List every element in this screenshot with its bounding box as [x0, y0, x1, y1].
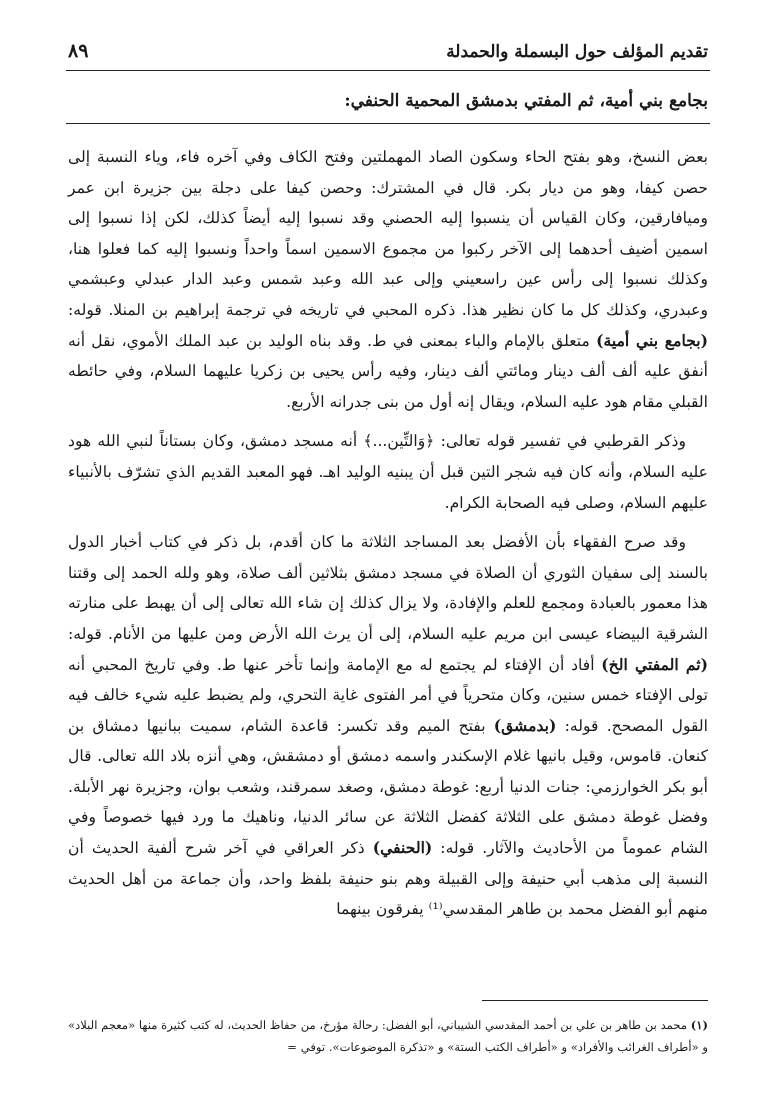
- text-run: أفاد أن الإفتاء لم يجتمع له مع الإمامة وإنما تأخر عنها ط. وفي تاريخ المحبي أنه تولى الإفتاء خمس سنين، وكان متحرياً في أمر الفتوى غاية التحري، ولم يضبط عليه شيء خالف فيه القول المصحح. قوله:: [68, 655, 708, 735]
- text-run: ذكر العراقي في آخر شرح ألفية الحديث أن النسبة إلى مذهب أبي حنيفة وإلى القبيلة وهم بنو حنيفة بلفظ واحد، وأن جماعة من أهل الحديث منهم أبو الفضل محمد بن طاهر المقدسي⁽¹⁾ يفرقون بينهما: [68, 839, 708, 919]
- document-page: [66, 40, 710, 1080]
- paragraph: [68, 426, 708, 518]
- paragraph: [68, 527, 708, 925]
- matn-rule: [66, 123, 710, 124]
- bold-lemma: (ثم المفتي الخ): [601, 654, 708, 674]
- bold-lemma: (الحنفي): [372, 838, 433, 858]
- footnote-rule: [482, 1000, 708, 1001]
- bold-lemma: (بجامع بني أمية): [596, 330, 708, 350]
- text-run: متعلق بالإمام والباء بمعنى في ط. وقد بناه الوليد بن عبد الملك الأموي، نقل أنه أنفق عليه ألف ألف دينار ومائتي ألف دينار، وفيه رأس يحيى بن زكريا عليهما السلام، وفي حائطه القبلي مقام هود عليه السلام، ويقال إنه أول من بنى جدرانه الأربع.: [68, 331, 708, 411]
- running-header: [66, 40, 710, 68]
- text-run: وذكر القرطبي في تفسير قوله تعالى: ﴿وَالتِّين...﴾ أنه مسجد دمشق، وكان بستاناً لنبي الله هود عليه السلام، وأنه كان فيه شجر التين قبل أن يبنيه الوليد اهـ. فهو المعبد القديم الذي تشرّف بالأنبياء عليهم السلام، وصلى فيه الصحابة الكرام.: [68, 432, 708, 512]
- header-rule: [66, 70, 710, 71]
- page-number: ٨٩: [68, 40, 89, 62]
- bold-lemma: (بدمشق): [493, 715, 557, 735]
- text-run: بفتح الميم وقد تكسر: قاعدة الشام، سميت ببانيها دمشاق بن كنعان. قاموس، وقيل بانيها غلام الإسكندر واسمه دمشق أو دمشقش، وهي أنزه بلاد الله تعالى. قال أبو بكر الخوارزمي: جنات الدنيا أربع: غوطة دمشق، وصغد سمرقند، وشعب بوان، وجزيرة نهر الأبلة. وفضل غوطة دمشق على الثلاثة كفضل الثلاثة عن سائر الدنيا، وناهيك ما ورد فيها خصوصاً وفي الشام عموماً من الأحاديث والآثار. قوله:: [68, 716, 708, 858]
- running-title: تقديم المؤلف حول البسملة والحمدلة: [446, 42, 708, 62]
- matn-line: بجامع بني أمية، ثم المفتي بدمشق المحمية الحنفي:: [344, 91, 708, 111]
- footnote-marker: (١): [690, 1018, 708, 1032]
- footnote: [68, 1014, 708, 1058]
- text-run: وقد صرح الفقهاء بأن الأفضل بعد المساجد الثلاثة ما كان أقدم، بل ذكر في كتاب أخبار الدول بالسند إلى سفيان الثوري أن الصلاة في مسجد دمشق بثلاثين ألف صلاة، وهو ولله الحمد إلى وقتنا هذا معمور بالعبادة ومجمع للعلم والإفادة، ولا يزال كذلك إن شاء الله تعالى إلى أن يهبط على منارته الشرقية البيضاء عيسى ابن مريم عليه السلام، إلى أن يرث الله الأرض ومن عليها من الأنام. قوله:: [68, 533, 708, 643]
- paragraph: [68, 142, 708, 417]
- footnote-text: محمد بن طاهر بن علي بن أحمد المقدسي الشيباني، أبو الفضل: رحالة مؤرخ، من حفاظ الحديث، له كتب كثيرة منها «معجم البلاد» و «أطراف الغرائب والأفراد» و «أطراف الكتب الستة» و «تذكرة الموضوعات». توفي =: [68, 1018, 708, 1054]
- commentary-body: [68, 142, 708, 934]
- text-run: بعض النسخ، وهو بفتح الحاء وسكون الصاد المهملتين وفتح الكاف وفي آخره فاء، وياء النسبة إلى حصن كيفا، وهو من ديار بكر. قال في المشترك: وحصن كيفا على دجلة بين جزيرة ابن عمر وميافارقين، وكان القياس أن ينسبوا إليه الحصني وقد نسبوا إليه أيضاً كذلك، لكن إذا نسبوا إلى اسمين أضيف أحدهما إلى الآخر ركبوا من مجموع الاسمين اسماً واحداً ونسبوا إليه كما فعلوا هنا، وكذلك نسبوا إلى رأس عين راسعيني وإلى عبد الله وعبد شمس وعبد الدار عبدلي وعبشمي وعبدري، وكذلك كل ما كان نظير هذا. ذكره المحبي في تاريخه في ترجمة إبراهيم بن المنلا. قوله:: [68, 148, 708, 319]
